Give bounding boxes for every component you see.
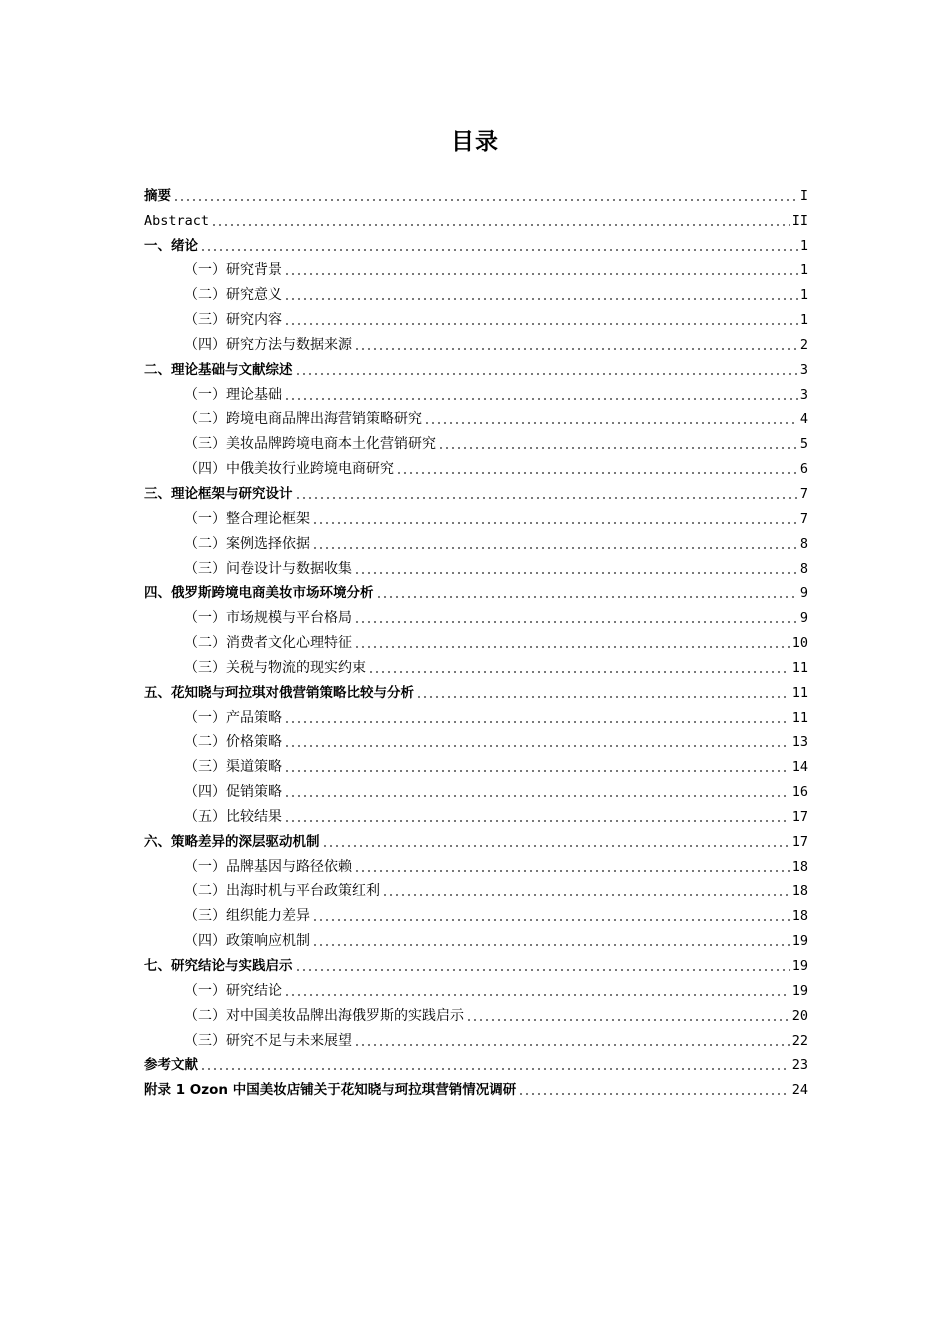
toc-entry[interactable] [144, 205, 808, 230]
toc-entry[interactable] [144, 1025, 808, 1050]
toc-entry[interactable] [144, 950, 808, 975]
toc-entry-page-number: 17 [791, 808, 808, 825]
toc-entry-label: （一）研究背景 [184, 262, 282, 279]
toc-entry-label: （二）研究意义 [184, 287, 282, 304]
toc-entry[interactable] [144, 975, 808, 1000]
toc-entry-page-number: 18 [791, 908, 808, 925]
toc-entry[interactable] [144, 602, 808, 627]
toc-entry-page-number: 1 [799, 287, 808, 304]
toc-entry-label: 七、研究结论与实践启示 [144, 958, 293, 974]
toc-entry-page-number: 11 [791, 659, 808, 676]
toc-dot-leader [368, 670, 790, 674]
toc-entry[interactable] [144, 354, 808, 379]
toc-entry-page-number: 18 [791, 883, 808, 900]
toc-entry-page-number: 19 [791, 982, 808, 999]
toc-entry-label: 附录 1 Ozon 中国美妆店铺关于花知晓与珂拉琪营销情况调研 [144, 1082, 517, 1099]
toc-dot-leader [354, 347, 798, 351]
toc-entry-label: （二）对中国美妆品牌出海俄罗斯的实践启示 [184, 1007, 464, 1024]
toc-dot-leader [354, 620, 798, 624]
toc-dot-leader [284, 744, 790, 748]
toc-entry[interactable] [144, 1050, 808, 1075]
toc-dot-leader [312, 943, 790, 947]
toc-dot-leader [438, 446, 798, 450]
toc-dot-leader [354, 571, 798, 575]
toc-entry-page-number: 3 [799, 361, 808, 378]
toc-entry-page-number: 11 [791, 684, 808, 701]
toc-dot-leader [284, 769, 790, 773]
toc-entry-label: （二）消费者文化心理特征 [184, 635, 352, 652]
toc-entry-label: （五）比较结果 [184, 808, 282, 825]
toc-entry[interactable] [144, 180, 808, 205]
toc-entry-page-number: 3 [799, 386, 808, 403]
toc-entry[interactable] [144, 503, 808, 528]
toc-entry[interactable] [144, 553, 808, 578]
toc-entry-page-number: 18 [791, 858, 808, 875]
toc-dot-leader [284, 322, 798, 326]
toc-entry-page-number: 20 [791, 1007, 808, 1024]
toc-dot-leader [354, 645, 790, 649]
toc-dot-leader [382, 893, 790, 897]
toc-entry-label: （一）整合理论框架 [184, 510, 310, 527]
toc-entry[interactable] [144, 826, 808, 851]
toc-entry[interactable] [144, 801, 808, 826]
toc-entry[interactable] [144, 379, 808, 404]
toc-entry-page-number: 8 [799, 560, 808, 577]
toc-dot-leader [284, 397, 798, 401]
toc-entry-page-number: 10 [791, 635, 808, 652]
toc-dot-leader [416, 695, 790, 699]
toc-entry[interactable] [144, 255, 808, 280]
toc-entry-page-number: 17 [791, 833, 808, 850]
toc-entry-page-number: 9 [799, 610, 808, 627]
toc-entry-page-number: 13 [791, 734, 808, 751]
toc-dot-leader [295, 968, 790, 972]
toc-dot-leader [396, 471, 798, 475]
toc-entry-label: （三）研究内容 [184, 312, 282, 329]
toc-dot-leader [312, 918, 790, 922]
toc-entry[interactable] [144, 900, 808, 925]
toc-entry[interactable] [144, 876, 808, 901]
toc-entry-page-number: 6 [799, 461, 808, 478]
toc-entry[interactable] [144, 528, 808, 553]
toc-entry-label: （二）价格策略 [184, 734, 282, 751]
toc-dot-leader [284, 272, 798, 276]
toc-entry-page-number: 7 [799, 485, 808, 502]
table-of-contents [144, 180, 808, 1099]
toc-dot-leader [295, 372, 798, 376]
toc-entry-label: （三）渠道策略 [184, 759, 282, 776]
toc-dot-leader [312, 546, 798, 550]
toc-dot-leader [424, 421, 798, 425]
toc-entry-page-number: 19 [791, 958, 808, 974]
toc-entry-page-number: 24 [791, 1082, 808, 1099]
toc-entry-label: （二）案例选择依据 [184, 535, 310, 552]
toc-entry[interactable] [144, 727, 808, 752]
toc-dot-leader [284, 720, 790, 724]
toc-dot-leader [284, 819, 790, 823]
toc-dot-leader [200, 1067, 790, 1071]
toc-title: 目录 [451, 129, 499, 155]
toc-entry[interactable] [144, 652, 808, 677]
toc-entry-label: （一）市场规模与平台格局 [184, 610, 352, 627]
toc-dot-leader [173, 198, 798, 202]
toc-entry[interactable] [144, 404, 808, 429]
toc-entry-page-number: 4 [799, 411, 808, 428]
toc-entry[interactable] [144, 776, 808, 801]
toc-entry-page-number: 19 [791, 933, 808, 950]
toc-entry-page-number: 16 [791, 784, 808, 801]
toc-dot-leader [322, 844, 790, 848]
toc-entry-label: （四）政策响应机制 [184, 933, 310, 950]
toc-entry-label: （三）问卷设计与数据收集 [184, 560, 352, 577]
toc-entry-label: （三）关税与物流的现实约束 [184, 659, 366, 676]
toc-entry-page-number: 9 [799, 585, 808, 602]
toc-entry[interactable] [144, 851, 808, 876]
toc-entry-page-number: 7 [799, 510, 808, 527]
toc-dot-leader [354, 1043, 790, 1047]
toc-entry[interactable] [144, 230, 808, 255]
toc-entry-label: 三、理论框架与研究设计 [144, 485, 293, 502]
toc-entry-label: 参考文献 [144, 1057, 198, 1074]
toc-entry-label: （四）研究方法与数据来源 [184, 336, 352, 353]
toc-entry-page-number: 22 [791, 1032, 808, 1049]
toc-entry[interactable] [144, 453, 808, 478]
toc-entry[interactable] [144, 1000, 808, 1025]
toc-entry-label: 五、花知晓与珂拉琪对俄营销策略比较与分析 [144, 684, 414, 701]
toc-entry-label: （一）产品策略 [184, 709, 282, 726]
toc-entry-page-number: 2 [799, 336, 808, 353]
toc-entry[interactable] [144, 478, 808, 503]
toc-entry-page-number: 11 [791, 709, 808, 726]
toc-entry-page-number: 8 [799, 535, 808, 552]
toc-entry[interactable] [144, 925, 808, 950]
toc-entry-label: Abstract [144, 212, 210, 229]
toc-entry-page-number: 1 [799, 237, 808, 254]
toc-entry[interactable] [144, 428, 808, 453]
toc-entry[interactable] [144, 304, 808, 329]
toc-entry[interactable] [144, 677, 808, 702]
toc-entry-label: 摘要 [144, 187, 171, 204]
toc-entry-label: （三）研究不足与未来展望 [184, 1032, 352, 1049]
toc-dot-leader [354, 869, 790, 873]
toc-entry-label: （一）理论基础 [184, 386, 282, 403]
toc-dot-leader [200, 248, 798, 252]
toc-entry-page-number: 1 [799, 262, 808, 279]
toc-entry[interactable] [144, 279, 808, 304]
toc-entry-label: （三）组织能力差异 [184, 908, 310, 925]
toc-dot-leader [295, 496, 798, 500]
toc-entry-label: 一、绪论 [144, 237, 198, 254]
toc-entry[interactable] [144, 751, 808, 776]
toc-entry-page-number: 23 [791, 1057, 808, 1074]
toc-entry-label: （一）品牌基因与路径依赖 [184, 858, 352, 875]
toc-entry-page-number: I [799, 187, 808, 204]
toc-entry-label: （四）中俄美妆行业跨境电商研究 [184, 461, 394, 478]
toc-entry-label: 四、俄罗斯跨境电商美妆市场环境分析 [144, 585, 374, 602]
toc-dot-leader [211, 223, 790, 227]
toc-entry-label: 六、策略差异的深层驱动机制 [144, 833, 320, 850]
toc-dot-leader [312, 521, 798, 525]
toc-entry[interactable] [144, 578, 808, 603]
toc-entry-page-number: 5 [799, 436, 808, 453]
toc-entry[interactable] [144, 1074, 808, 1099]
toc-entry-label: （四）促销策略 [184, 784, 282, 801]
toc-dot-leader [284, 297, 798, 301]
toc-entry-label: （二）出海时机与平台政策红利 [184, 883, 380, 900]
toc-entry-page-number: 14 [791, 759, 808, 776]
toc-entry-label: （二）跨境电商品牌出海营销策略研究 [184, 411, 422, 428]
toc-entry-page-number: II [791, 212, 808, 229]
toc-dot-leader [284, 794, 790, 798]
toc-entry[interactable] [144, 329, 808, 354]
toc-dot-leader [284, 993, 790, 997]
toc-dot-leader [376, 595, 798, 599]
toc-dot-leader [518, 1092, 790, 1096]
toc-entry-page-number: 1 [799, 312, 808, 329]
toc-entry[interactable] [144, 627, 808, 652]
toc-entry[interactable] [144, 702, 808, 727]
toc-dot-leader [466, 1018, 790, 1022]
toc-entry-label: 二、理论基础与文献综述 [144, 361, 293, 378]
toc-entry-label: （三）美妆品牌跨境电商本土化营销研究 [184, 436, 436, 453]
toc-entry-label: （一）研究结论 [184, 982, 282, 999]
